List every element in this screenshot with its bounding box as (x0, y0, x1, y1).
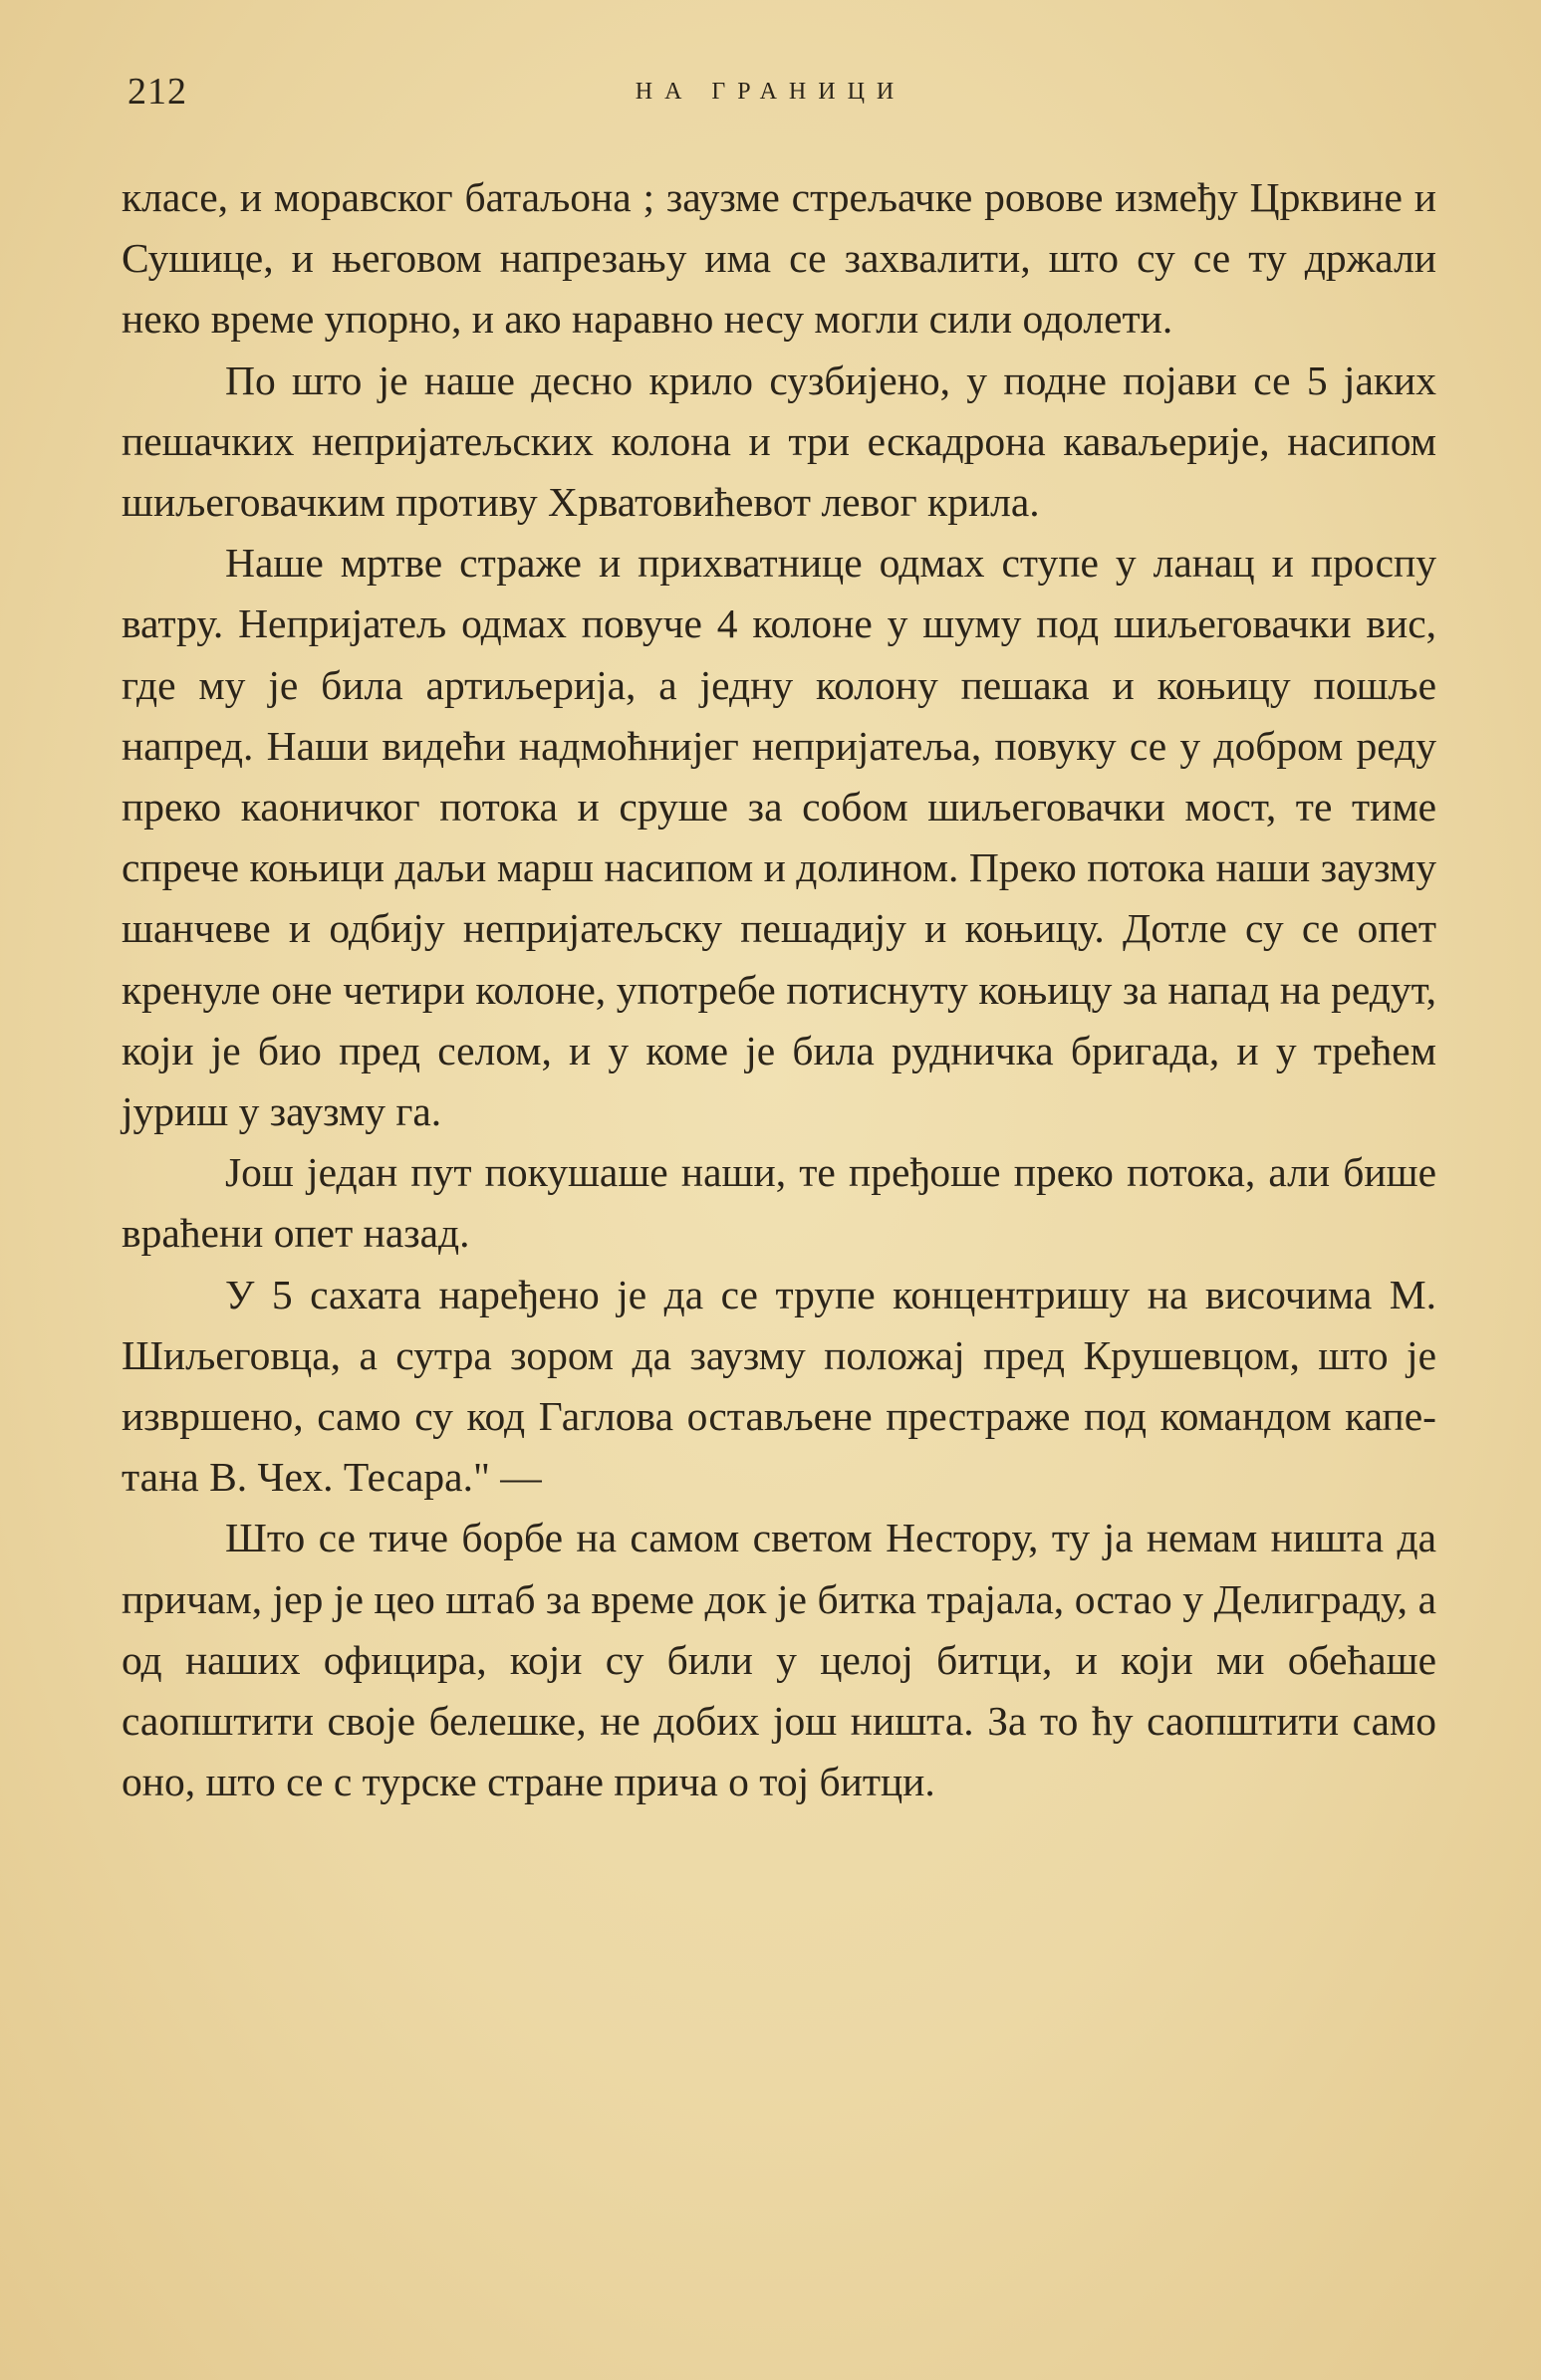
paragraph: У 5 сахата наређено је да се трупе концентришу на височима М. Шиљеговца, а сутра зором да заузму положај пред Крушевцом, што је извршено, само су код Гаглова остављене престраже под командом капетана В. Чех. Тесара." — (122, 1271, 1436, 1501)
page-header (0, 62, 1541, 121)
running-head: НА ГРАНИЦИ (635, 79, 906, 105)
page-number: 212 (128, 71, 187, 113)
paragraph: Што се тиче борбе на самом светом Нестору, ту ја немам ништа да причам, јер је цео штаб за време док је битка трајала, остао у Делиграду, а од наших официра, који су били у целој битци, и који ми обећаше саопштити своје белешке, не добих још ништа. За то ћу саопштити само оно, што се с турске стране прича о тој битци. (122, 1515, 1436, 1805)
body-text (122, 167, 1436, 1812)
paragraph: Наше мртве страже и прихватнице одмах ступе у ланац и проспу ватру. Непријатељ одмах повуче 4 колоне у шуму под шиљеговачки вис, где му је била артиљерија, а једну колону пешака и коњицу пошље напред. Наши видећи надмоћнијег непријатеља, повуку се у добром реду преко каоничког потока и сруше за собом шиљеговачки мост, те тиме спрече коњици даљи марш насипом и долином. Преко потока наши заузму шанчеве и одбију непријатељску пешадију и коњицу. Дотле су се опет кренуле оне четири колоне, употребе потиснуту коњицу за напад на редут, који је био пред селом, и у коме је била рудничка бригада, и у трећем јуриш у заузму га. (122, 540, 1436, 1135)
paragraph: По што је наше десно крило сузбијено, у подне појави се 5 јаких пешачких непријатељских колона и три ескадрона каваљерије, насипом шиљеговачким противу Хрватовићевот левог крила. (122, 357, 1436, 526)
paragraph: Још један пут покушаше наши, те пређоше преко потока, али бише враћени опет назад. (122, 1149, 1436, 1257)
paragraph-continued: класе, и моравског батаљона ; заузме стрељачке ровове између Црквине и Сушице, и његовом напрезању има се захвалити, што су се ту држали неко време упорно, и ако наравно несу могли сили одолети. (122, 174, 1436, 343)
